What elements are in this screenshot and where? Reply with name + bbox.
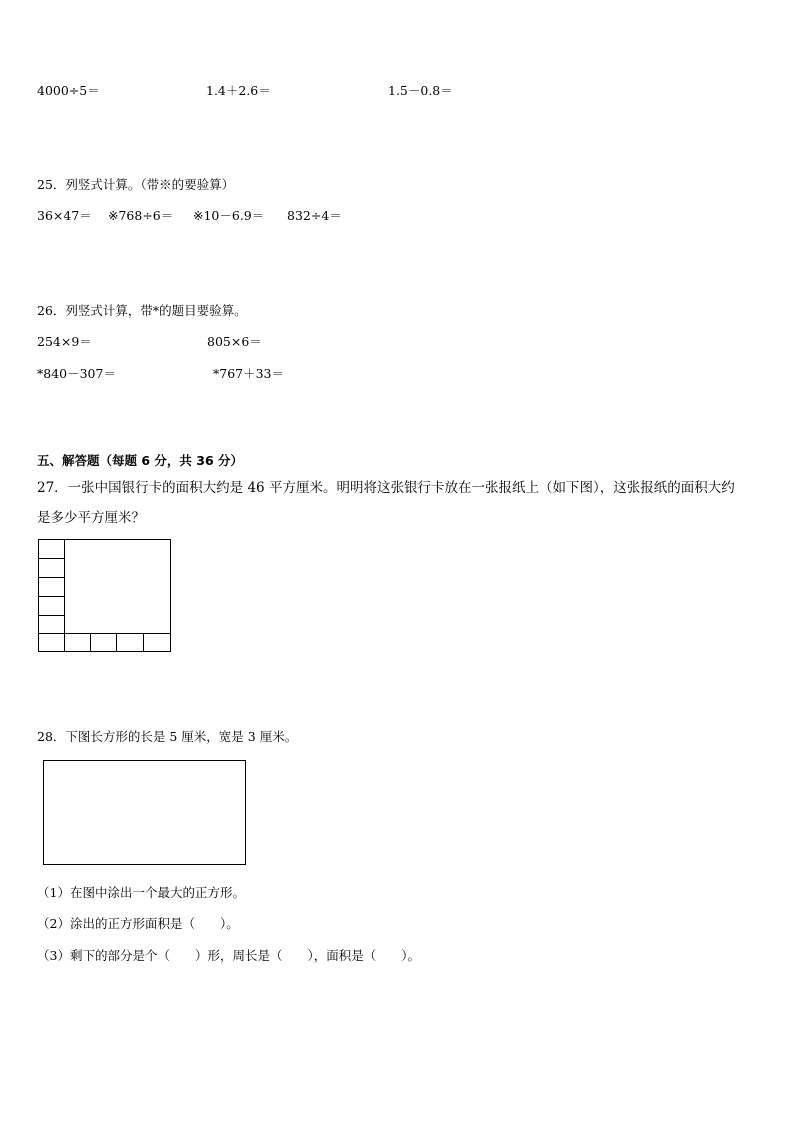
bank-card	[38, 615, 65, 634]
bank-card	[38, 633, 65, 652]
bank-card	[38, 596, 65, 616]
question-27-text: 27．一张中国银行卡的面积大约是 46 平方厘米。明明将这张银行卡放在一张报纸上（如下图），这张报纸的面积大约	[37, 480, 735, 496]
bank-card	[38, 577, 65, 597]
section-heading: 五、解答题（每题 6 分，共 36 分）	[37, 453, 244, 468]
newspaper-figure	[38, 539, 171, 652]
bank-card	[38, 558, 65, 578]
question-28-part-1: （1）在图中涂出一个最大的正方形。	[37, 885, 245, 900]
q25-item: 832÷4＝	[287, 208, 342, 223]
q26-item: *767＋33＝	[213, 366, 285, 381]
question-28-title: 28．下图长方形的长是 5 厘米，宽是 3 厘米。	[37, 729, 298, 744]
question-26-title: 26．列竖式计算，带*的题目要验算。	[37, 303, 247, 318]
calc-item: 4000÷5＝	[37, 83, 100, 98]
calc-item: 1.5－0.8＝	[388, 83, 453, 98]
question-25-title: 25．列竖式计算。（带※的要验算）	[37, 177, 235, 192]
q26-item: 254×9＝	[37, 334, 92, 349]
q26-item: 805×6＝	[207, 334, 262, 349]
question-28-part-3: （3）剩下的部分是个（ ）形，周长是（ ），面积是（ ）。	[37, 948, 420, 963]
question-28-part-2: （2）涂出的正方形面积是（ ）。	[37, 916, 239, 931]
q25-item: ※10－6.9＝	[193, 208, 265, 223]
bank-card	[38, 539, 65, 559]
q25-item: ※768÷6＝	[108, 208, 174, 223]
calc-item: 1.4＋2.6＝	[206, 83, 271, 98]
rectangle-figure	[43, 760, 246, 865]
bank-card	[90, 633, 117, 652]
bank-card	[143, 633, 171, 652]
bank-card	[64, 633, 91, 652]
q26-item: *840－307＝	[37, 366, 116, 381]
question-27-text-cont: 是多少平方厘米？	[37, 510, 145, 526]
bank-card	[116, 633, 144, 652]
q25-item: 36×47＝	[37, 208, 92, 223]
